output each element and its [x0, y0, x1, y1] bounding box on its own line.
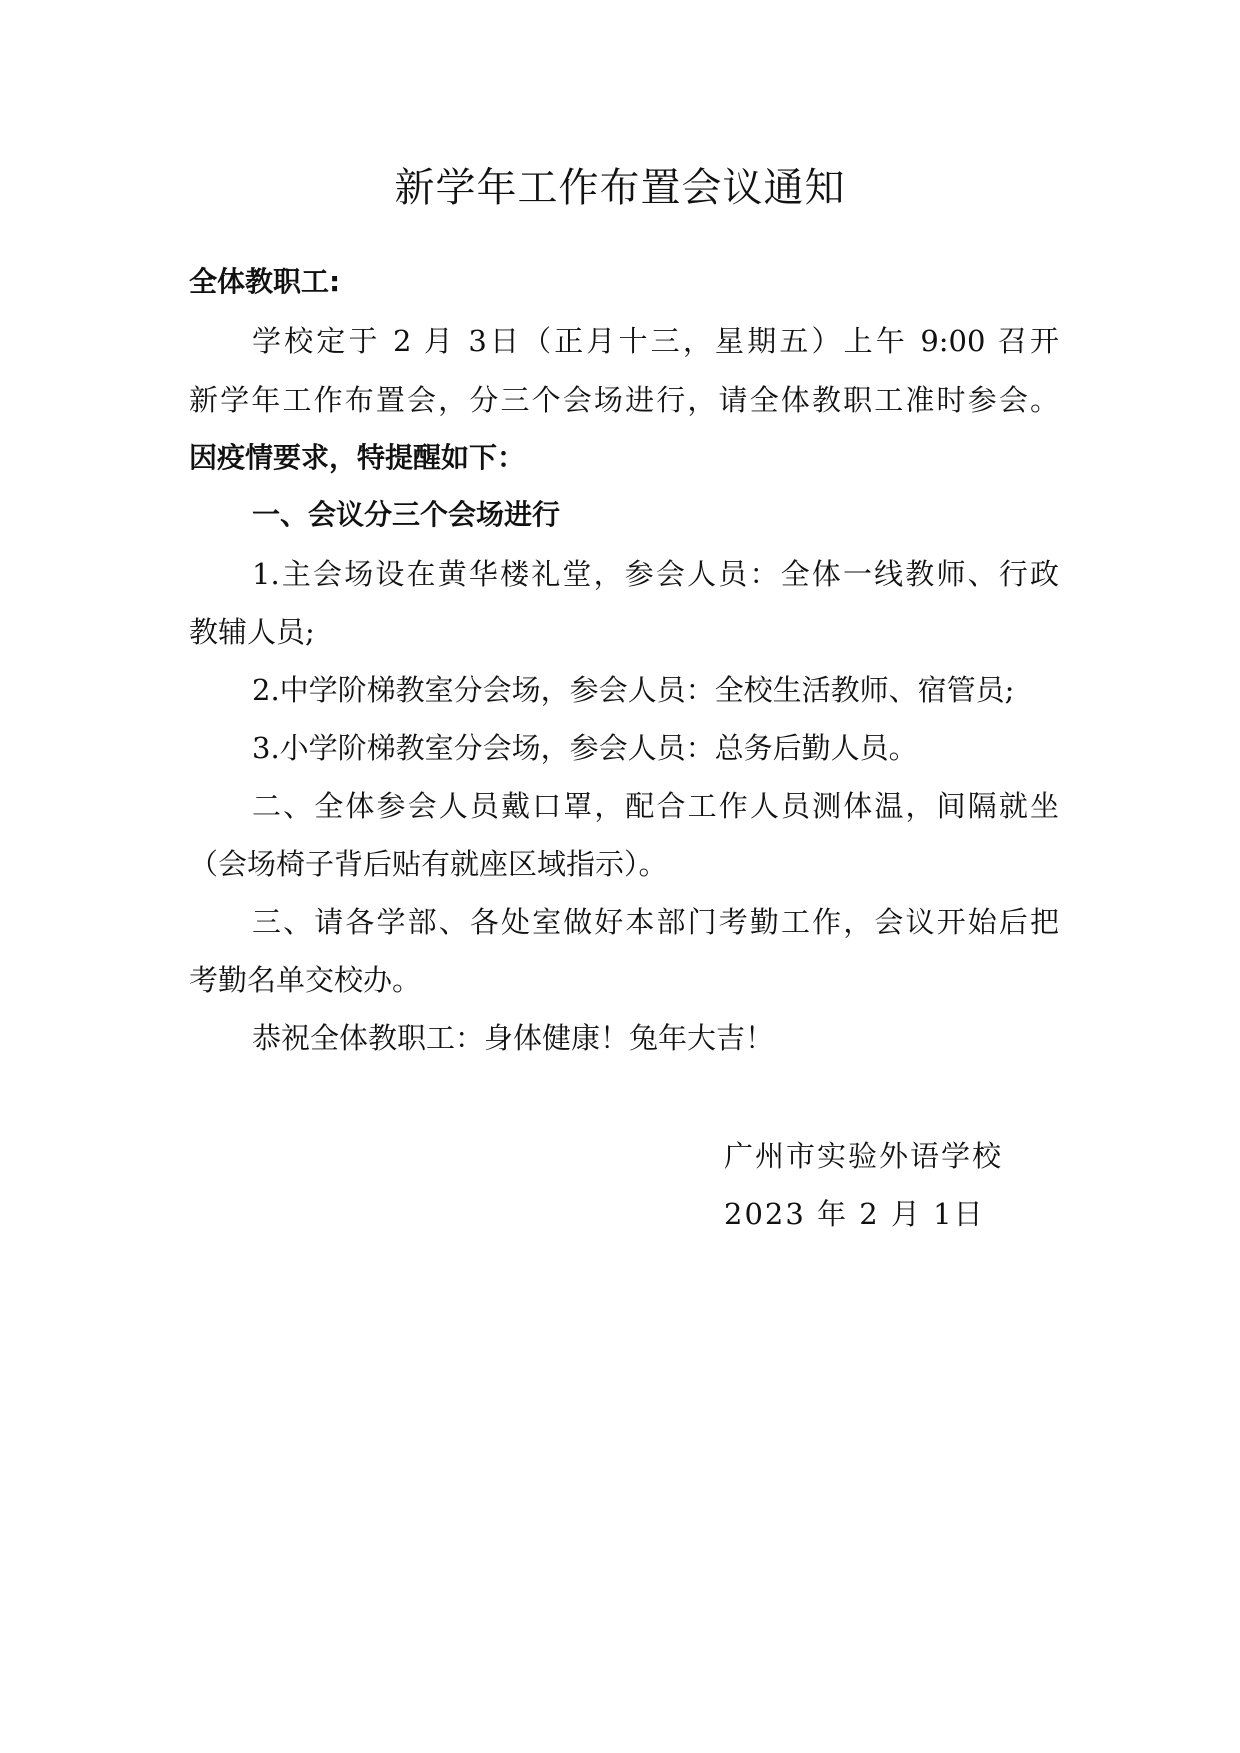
section-2-line-1: 二、全体参会人员戴口罩，配合工作人员测体温，间隔就坐 [252, 789, 1059, 823]
item-1-line-1: 1.主会场设在黄华楼礼堂，参会人员：全体一线教师、行政 [252, 557, 1059, 591]
section-3-line-2: 考勤名单交校办。 [189, 963, 422, 997]
reminder-heading: 因疫情要求，特提醒如下： [189, 441, 526, 474]
section-3-line-1: 三、请各学部、各处室做好本部门考勤工作，会议开始后把 [252, 905, 1059, 939]
salutation: 全体教职工: [189, 265, 341, 298]
section-1-heading: 一、会议分三个会场进行 [252, 498, 561, 531]
signature-organization: 广州市实验外语学校 [724, 1139, 1004, 1173]
section-2-line-2: （会场椅子背后贴有就座区域指示）。 [189, 847, 668, 881]
signature-date: 2023 年 2 月 1日 [724, 1197, 985, 1231]
item-3: 3.小学阶梯教室分会场，参会人员：总务后勤人员。 [252, 731, 918, 765]
closing-line: 恭祝全体教职工：身体健康！兔年大吉！ [252, 1021, 775, 1055]
intro-line-1: 学校定于 2 月 3日（正月十三，星期五）上午 9:00 召开 [252, 324, 1059, 358]
intro-line-2: 新学年工作布置会，分三个会场进行，请全体教职工准时参会。 [189, 383, 1059, 417]
item-1-line-2: 教辅人员; [189, 615, 315, 649]
item-2: 2.中学阶梯教室分会场，参会人员：全校生活教师、宿管员; [252, 673, 1015, 707]
document-title: 新学年工作布置会议通知 [394, 165, 846, 211]
